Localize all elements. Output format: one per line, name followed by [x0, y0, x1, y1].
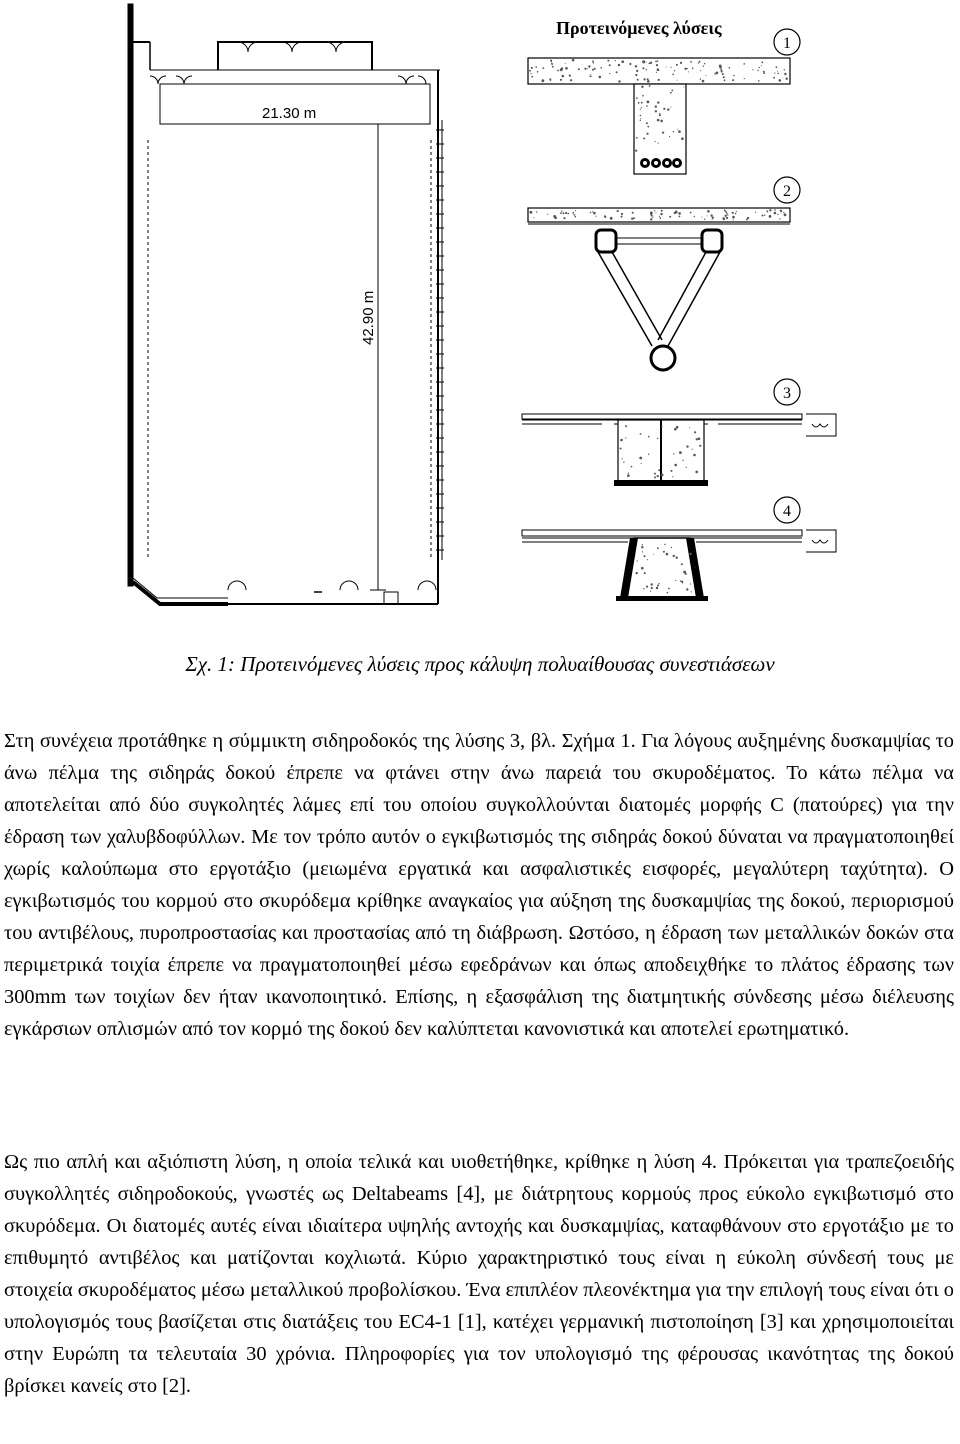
solution-2-number: 2 — [783, 183, 791, 200]
solution-4-number: 4 — [783, 503, 791, 520]
figure-title: Προτεινόμενες λύσεις — [556, 18, 722, 38]
solution-2 — [528, 177, 800, 370]
paragraph-1: Στη συνέχεια προτάθηκε η σύμμικτη σιδηροδοκός της λύσης 3, βλ. Σχήμα 1. Για λόγους αυξημένης δυσκαμψίας το άνω πέλμα της σιδηράς δοκού έπρεπε να φτάνει στην άνω παρειά του σκυροδέματος. Το κάτω πέλμα να αποτελείται από δύο συγκολητές λάμες επί του οποίου συγκολλούνται διατομές μορφής C (πατούρες) για την έδραση των χαλυβδοφύλλων. Με τον τρόπο αυτόν ο εγκιβωτισμός της σιδηράς δοκού δύναται να πραγματοποιηθεί χωρίς καλούπωμα στο εργοτάξιο (μειωμένα εργατικά και ασφαλιστικές εισφορές, μεγαλύτερη ταχύτητα). Ο εγκιβωτισμός του κορμού στο σκυρόδεμα κρίθηκε αναγκαίος για αύξηση της δυσκαμψίας της δοκού, περιορισμού του αντιβέλους, πυροπροστασίας και προστασίας από τη διάβρωση. Ωστόσο, η έδραση των μεταλλικών δοκών στα περιμετρικά τοιχία έπρεπε να πραγματοποιηθεί μέσω εφεδράνων και όπως αποδειχθήκε το πλάτος έδρασης των 300mm των τοιχίων δεν ήταν ικανοποιητικό. Επίσης, η εξασφάλιση της διατμητικής σύνδεσης μέσω διέλευσης εγκάρσιων οπλισμών από τον κορμό της δοκού δεν καλύπτεται κανονιστικά και αποτελεί ερωτηματικό. — [4, 730, 954, 1040]
plan-width-label: 21.30 m — [262, 105, 317, 122]
figure-1 — [0, 0, 960, 640]
paragraph-2: Ως πιο απλή και αξιόπιστη λύση, η οποία τελικά και υιοθετήθηκε, κρίθηκε η λύση 4. Πρόκειται για τραπεζοειδής συγκολλητές σιδηροδοκούς, γνωστές ως Deltabeams [4], με διάτρητους κορμούς προς εύκολο εγκιβωτισμό στο σκυρόδεμα. Οι διατομές αυτές είναι ιδιαίτερα υψηλής αντοχής και δυσκαμψίας, καταφθάνουν στο εργοτάξιο με το επιθυμητό αντιβέλος και ματίζονται κοχλιωτά. Κύριο χαρακτηριστικό τους είναι η εύκολη σύνδεσή τους με στοιχεία σκυροδέματος μέσω μεταλλικού προβολίσκου. Ένα επιπλέον πλεονέκτημα για την επιλογή τους είναι ότι ο υπολογισμός τους βασίζεται στις διατάξεις του EC4-1 [1], κατέχει γερμανική πιστοποίηση [3] και χρησιμοποιείται στην Ευρώπη τα τελευταία 30 χρόνια. Πληροφορίες για τον υπολογισμό της φέρουσας ικανότητας της δοκού βρίσκει κανείς στο [2]. — [4, 1151, 954, 1397]
solution-1 — [528, 29, 800, 174]
floor-plan — [128, 4, 442, 604]
figure-caption: Σχ. 1: Προτεινόμενες λύσεις προς κάλυψη πολυαίθουσας συνεστιάσεων — [185, 652, 775, 676]
solution-3-number: 3 — [783, 385, 791, 402]
plan-length-label: 42.90 m — [360, 290, 377, 345]
solution-3 — [522, 379, 836, 486]
solution-1-number: 1 — [783, 35, 791, 52]
solution-4 — [522, 497, 836, 601]
